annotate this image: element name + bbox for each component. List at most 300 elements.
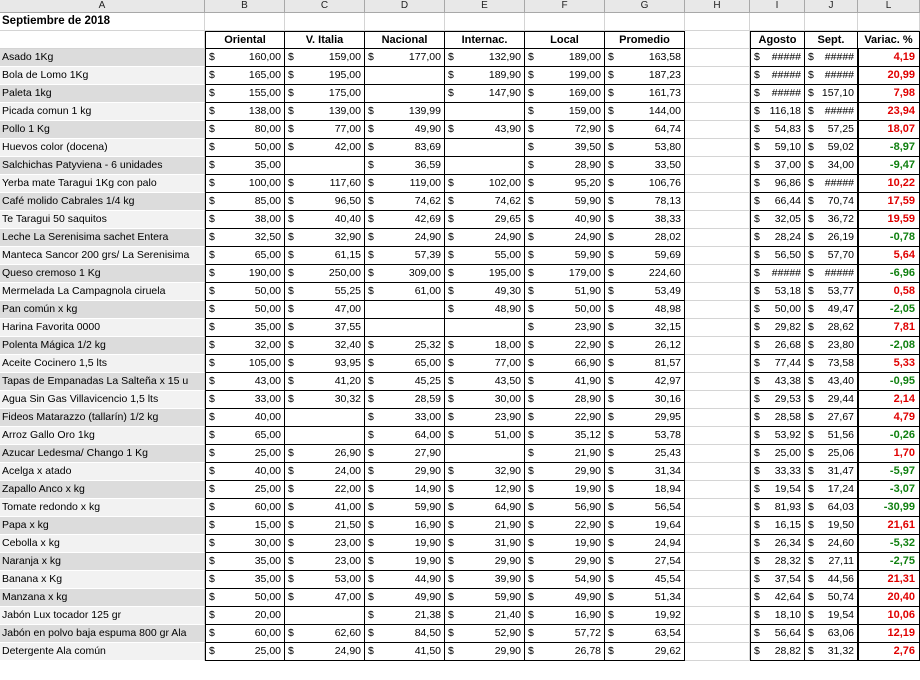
product-name[interactable]: Pan común x kg <box>0 301 205 319</box>
cell-j[interactable] <box>805 49 858 67</box>
product-name[interactable]: Asado 1Kg <box>0 49 205 67</box>
cell-b[interactable] <box>205 139 285 157</box>
cell-c[interactable] <box>285 283 365 301</box>
cell-h[interactable] <box>685 517 750 535</box>
cell-h[interactable] <box>685 85 750 103</box>
cell-e[interactable] <box>445 247 525 265</box>
cell-d[interactable] <box>365 409 445 427</box>
cell-b[interactable] <box>205 589 285 607</box>
cell-d[interactable] <box>365 139 445 157</box>
cell-c[interactable] <box>285 481 365 499</box>
variation-cell[interactable]: 17,59 <box>858 193 920 211</box>
cell-d[interactable] <box>365 85 445 103</box>
product-name[interactable]: Tomate redondo x kg <box>0 499 205 517</box>
cell-i[interactable] <box>750 193 805 211</box>
column-header-E[interactable]: E <box>445 0 525 13</box>
cell-b[interactable] <box>205 229 285 247</box>
cell-g[interactable] <box>605 283 685 301</box>
cell-i[interactable] <box>750 49 805 67</box>
cell-j[interactable] <box>805 499 858 517</box>
product-name[interactable]: Jabón Lux tocador 125 gr <box>0 607 205 625</box>
cell-f[interactable] <box>525 211 605 229</box>
cell-f[interactable] <box>525 319 605 337</box>
cell-h[interactable] <box>685 157 750 175</box>
cell-b[interactable] <box>205 481 285 499</box>
header-f[interactable]: Local <box>525 31 605 49</box>
header-g[interactable]: Promedio <box>605 31 685 49</box>
product-name[interactable]: Salchichas Patyviena - 6 unidades <box>0 157 205 175</box>
cell-j[interactable] <box>805 355 858 373</box>
cell-d[interactable] <box>365 301 445 319</box>
cell-i[interactable] <box>750 103 805 121</box>
cell-h[interactable] <box>685 283 750 301</box>
cell-c[interactable] <box>285 103 365 121</box>
column-header-A[interactable]: A <box>0 0 205 13</box>
cell-h[interactable] <box>685 373 750 391</box>
cell-f[interactable] <box>525 607 605 625</box>
product-name[interactable]: Polenta Mágica 1/2 kg <box>0 337 205 355</box>
cell-g[interactable] <box>605 139 685 157</box>
cell-e[interactable] <box>445 85 525 103</box>
cell-i[interactable] <box>750 85 805 103</box>
cell-i[interactable] <box>750 337 805 355</box>
cell-j[interactable] <box>805 607 858 625</box>
cell-g[interactable] <box>605 571 685 589</box>
cell-f[interactable] <box>525 409 605 427</box>
header-b[interactable]: Oriental <box>205 31 285 49</box>
variation-cell[interactable]: 7,81 <box>858 319 920 337</box>
cell-e[interactable] <box>445 499 525 517</box>
cell-i[interactable] <box>750 643 805 661</box>
cell-c[interactable] <box>285 553 365 571</box>
cell-d[interactable] <box>365 535 445 553</box>
cell-b[interactable] <box>205 49 285 67</box>
cell-h[interactable] <box>685 175 750 193</box>
cell-d[interactable] <box>365 481 445 499</box>
cell-c[interactable] <box>285 571 365 589</box>
cell-d[interactable] <box>365 229 445 247</box>
cell-i[interactable] <box>750 607 805 625</box>
cell-j[interactable] <box>805 481 858 499</box>
cell-f[interactable] <box>525 571 605 589</box>
cell[interactable] <box>365 13 445 31</box>
product-name[interactable]: Manteca Sancor 200 grs/ La Serenisima <box>0 247 205 265</box>
cell-h[interactable] <box>685 355 750 373</box>
variation-cell[interactable]: -0,26 <box>858 427 920 445</box>
cell-j[interactable] <box>805 175 858 193</box>
cell-h[interactable] <box>685 121 750 139</box>
cell-i[interactable] <box>750 517 805 535</box>
cell-f[interactable] <box>525 391 605 409</box>
cell-d[interactable] <box>365 499 445 517</box>
cell-e[interactable] <box>445 463 525 481</box>
cell-f[interactable] <box>525 463 605 481</box>
cell-d[interactable] <box>365 445 445 463</box>
cell-f[interactable] <box>525 49 605 67</box>
cell-f[interactable] <box>525 643 605 661</box>
cell-d[interactable] <box>365 427 445 445</box>
cell-f[interactable] <box>525 589 605 607</box>
cell-e[interactable] <box>445 391 525 409</box>
cell-d[interactable] <box>365 193 445 211</box>
cell-c[interactable] <box>285 589 365 607</box>
cell-b[interactable] <box>205 373 285 391</box>
variation-cell[interactable]: -5,97 <box>858 463 920 481</box>
cell-e[interactable] <box>445 409 525 427</box>
cell-i[interactable] <box>750 139 805 157</box>
cell-c[interactable] <box>285 229 365 247</box>
cell-f[interactable] <box>525 283 605 301</box>
cell-g[interactable] <box>605 409 685 427</box>
cell-i[interactable] <box>750 121 805 139</box>
cell-h[interactable] <box>685 319 750 337</box>
cell-d[interactable] <box>365 337 445 355</box>
cell-e[interactable] <box>445 139 525 157</box>
cell-h[interactable] <box>685 103 750 121</box>
cell-d[interactable] <box>365 67 445 85</box>
product-name[interactable]: Azucar Ledesma/ Chango 1 Kg <box>0 445 205 463</box>
cell-h[interactable] <box>685 427 750 445</box>
cell-f[interactable] <box>525 535 605 553</box>
cell-c[interactable] <box>285 301 365 319</box>
cell-h[interactable] <box>685 499 750 517</box>
cell-h[interactable] <box>685 391 750 409</box>
cell-d[interactable] <box>365 211 445 229</box>
variation-cell[interactable]: -0,78 <box>858 229 920 247</box>
cell-j[interactable] <box>805 337 858 355</box>
cell[interactable] <box>605 13 685 31</box>
product-name[interactable]: Cebolla x kg <box>0 535 205 553</box>
cell-f[interactable] <box>525 445 605 463</box>
cell-e[interactable] <box>445 427 525 445</box>
cell-g[interactable] <box>605 175 685 193</box>
variation-cell[interactable]: -0,95 <box>858 373 920 391</box>
cell-f[interactable] <box>525 67 605 85</box>
variation-cell[interactable]: 1,70 <box>858 445 920 463</box>
column-header-I[interactable]: I <box>750 0 805 13</box>
cell-h[interactable] <box>685 49 750 67</box>
variation-cell[interactable]: 5,33 <box>858 355 920 373</box>
cell-c[interactable] <box>285 607 365 625</box>
cell-g[interactable] <box>605 67 685 85</box>
cell-h[interactable] <box>685 229 750 247</box>
cell-b[interactable] <box>205 67 285 85</box>
cell-d[interactable] <box>365 247 445 265</box>
cell-d[interactable] <box>365 121 445 139</box>
cell-c[interactable] <box>285 445 365 463</box>
cell[interactable] <box>205 13 285 31</box>
cell-c[interactable] <box>285 337 365 355</box>
variation-cell[interactable]: 2,14 <box>858 391 920 409</box>
cell-j[interactable] <box>805 139 858 157</box>
sheet-title[interactable]: Septiembre de 2018 <box>0 13 205 31</box>
cell-f[interactable] <box>525 139 605 157</box>
cell-h[interactable] <box>685 67 750 85</box>
cell-e[interactable] <box>445 103 525 121</box>
variation-cell[interactable]: 4,19 <box>858 49 920 67</box>
cell-f[interactable] <box>525 265 605 283</box>
product-name[interactable]: Fideos Matarazzo (tallarín) 1/2 kg <box>0 409 205 427</box>
cell-e[interactable] <box>445 121 525 139</box>
cell-e[interactable] <box>445 49 525 67</box>
cell-c[interactable] <box>285 121 365 139</box>
cell-i[interactable] <box>750 499 805 517</box>
variation-cell[interactable]: -2,08 <box>858 337 920 355</box>
cell-c[interactable] <box>285 67 365 85</box>
cell-i[interactable] <box>750 211 805 229</box>
cell-j[interactable] <box>805 211 858 229</box>
cell-b[interactable] <box>205 517 285 535</box>
cell-g[interactable] <box>605 481 685 499</box>
product-name[interactable]: Café molido Cabrales 1/4 kg <box>0 193 205 211</box>
cell-d[interactable] <box>365 643 445 661</box>
cell-g[interactable] <box>605 229 685 247</box>
cell-j[interactable] <box>805 535 858 553</box>
header-d[interactable]: Nacional <box>365 31 445 49</box>
cell-e[interactable] <box>445 265 525 283</box>
variation-cell[interactable]: 0,58 <box>858 283 920 301</box>
cell-e[interactable] <box>445 373 525 391</box>
cell-b[interactable] <box>205 409 285 427</box>
variation-cell[interactable]: -8,97 <box>858 139 920 157</box>
cell-g[interactable] <box>605 373 685 391</box>
cell-i[interactable] <box>750 247 805 265</box>
variation-cell[interactable]: 4,79 <box>858 409 920 427</box>
cell-d[interactable] <box>365 391 445 409</box>
cell-f[interactable] <box>525 517 605 535</box>
cell-g[interactable] <box>605 211 685 229</box>
cell-c[interactable] <box>285 391 365 409</box>
cell-j[interactable] <box>805 643 858 661</box>
cell-c[interactable] <box>285 463 365 481</box>
cell-j[interactable] <box>805 625 858 643</box>
product-name[interactable]: Mermelada La Campagnola ciruela <box>0 283 205 301</box>
cell-g[interactable] <box>605 553 685 571</box>
column-header-H[interactable]: H <box>685 0 750 13</box>
cell-i[interactable] <box>750 409 805 427</box>
cell-b[interactable] <box>205 103 285 121</box>
cell-g[interactable] <box>605 499 685 517</box>
cell-i[interactable] <box>750 391 805 409</box>
cell-b[interactable] <box>205 643 285 661</box>
cell-j[interactable] <box>805 409 858 427</box>
cell-e[interactable] <box>445 157 525 175</box>
cell-e[interactable] <box>445 553 525 571</box>
variation-cell[interactable]: 20,99 <box>858 67 920 85</box>
product-name[interactable]: Agua Sin Gas Villavicencio 1,5 lts <box>0 391 205 409</box>
cell-b[interactable] <box>205 337 285 355</box>
cell-i[interactable] <box>750 67 805 85</box>
cell-c[interactable] <box>285 157 365 175</box>
cell-b[interactable] <box>205 571 285 589</box>
variation-cell[interactable]: 12,19 <box>858 625 920 643</box>
product-name[interactable]: Arroz Gallo Oro 1kg <box>0 427 205 445</box>
cell-d[interactable] <box>365 517 445 535</box>
cell-i[interactable] <box>750 373 805 391</box>
product-name[interactable]: Leche La Serenisima sachet Entera <box>0 229 205 247</box>
cell-d[interactable] <box>365 571 445 589</box>
cell-g[interactable] <box>605 445 685 463</box>
cell-j[interactable] <box>805 121 858 139</box>
variation-cell[interactable]: -3,07 <box>858 481 920 499</box>
cell-d[interactable] <box>365 49 445 67</box>
column-header-G[interactable]: G <box>605 0 685 13</box>
cell-g[interactable] <box>605 643 685 661</box>
header-i[interactable]: Agosto <box>750 31 805 49</box>
cell-g[interactable] <box>605 85 685 103</box>
cell-e[interactable] <box>445 67 525 85</box>
product-name[interactable]: Banana x Kg <box>0 571 205 589</box>
cell-g[interactable] <box>605 535 685 553</box>
cell-i[interactable] <box>750 625 805 643</box>
cell-f[interactable] <box>525 229 605 247</box>
cell-g[interactable] <box>605 121 685 139</box>
cell-j[interactable] <box>805 319 858 337</box>
cell-g[interactable] <box>605 265 685 283</box>
cell-g[interactable] <box>605 49 685 67</box>
cell-h[interactable] <box>685 463 750 481</box>
cell-i[interactable] <box>750 553 805 571</box>
cell-e[interactable] <box>445 535 525 553</box>
cell-i[interactable] <box>750 175 805 193</box>
cell-i[interactable] <box>750 589 805 607</box>
cell-d[interactable] <box>365 265 445 283</box>
product-name[interactable]: Picada comun 1 kg <box>0 103 205 121</box>
cell[interactable] <box>805 13 858 31</box>
cell-e[interactable] <box>445 301 525 319</box>
cell[interactable] <box>685 31 750 49</box>
cell-i[interactable] <box>750 283 805 301</box>
cell-e[interactable] <box>445 175 525 193</box>
product-name[interactable]: Tapas de Empanadas La Salteña x 15 u <box>0 373 205 391</box>
cell-g[interactable] <box>605 193 685 211</box>
cell-h[interactable] <box>685 589 750 607</box>
variation-cell[interactable]: 10,06 <box>858 607 920 625</box>
cell-f[interactable] <box>525 247 605 265</box>
cell-j[interactable] <box>805 517 858 535</box>
cell-f[interactable] <box>525 175 605 193</box>
cell[interactable] <box>285 13 365 31</box>
variation-cell[interactable]: -2,05 <box>858 301 920 319</box>
variation-cell[interactable]: 19,59 <box>858 211 920 229</box>
cell-h[interactable] <box>685 301 750 319</box>
variation-cell[interactable]: 18,07 <box>858 121 920 139</box>
cell-f[interactable] <box>525 193 605 211</box>
cell-d[interactable] <box>365 175 445 193</box>
cell-d[interactable] <box>365 553 445 571</box>
cell-e[interactable] <box>445 625 525 643</box>
cell-g[interactable] <box>605 103 685 121</box>
cell-i[interactable] <box>750 427 805 445</box>
cell-g[interactable] <box>605 247 685 265</box>
product-name[interactable]: Naranja x kg <box>0 553 205 571</box>
product-name[interactable]: Papa x kg <box>0 517 205 535</box>
cell-h[interactable] <box>685 625 750 643</box>
cell-f[interactable] <box>525 85 605 103</box>
cell-b[interactable] <box>205 85 285 103</box>
cell-c[interactable] <box>285 409 365 427</box>
cell-e[interactable] <box>445 445 525 463</box>
cell-j[interactable] <box>805 247 858 265</box>
cell-h[interactable] <box>685 337 750 355</box>
cell-c[interactable] <box>285 355 365 373</box>
cell-j[interactable] <box>805 427 858 445</box>
variation-cell[interactable]: 10,22 <box>858 175 920 193</box>
header-j[interactable]: Sept. <box>805 31 858 49</box>
cell-f[interactable] <box>525 373 605 391</box>
header-l[interactable]: Variac. % <box>858 31 920 49</box>
cell-h[interactable] <box>685 193 750 211</box>
cell-d[interactable] <box>365 625 445 643</box>
cell-g[interactable] <box>605 337 685 355</box>
cell-f[interactable] <box>525 103 605 121</box>
product-name[interactable]: Harina Favorita 0000 <box>0 319 205 337</box>
cell-j[interactable] <box>805 553 858 571</box>
product-name[interactable]: Huevos color (docena) <box>0 139 205 157</box>
cell-j[interactable] <box>805 85 858 103</box>
cell-c[interactable] <box>285 319 365 337</box>
cell-h[interactable] <box>685 481 750 499</box>
cell-j[interactable] <box>805 589 858 607</box>
cell-j[interactable] <box>805 445 858 463</box>
cell-e[interactable] <box>445 211 525 229</box>
cell-c[interactable] <box>285 517 365 535</box>
cell-i[interactable] <box>750 265 805 283</box>
cell[interactable] <box>858 13 920 31</box>
header-c[interactable]: V. Italia <box>285 31 365 49</box>
cell-c[interactable] <box>285 643 365 661</box>
cell-i[interactable] <box>750 463 805 481</box>
variation-cell[interactable]: -30,99 <box>858 499 920 517</box>
cell-b[interactable] <box>205 427 285 445</box>
column-header-F[interactable]: F <box>525 0 605 13</box>
cell-j[interactable] <box>805 373 858 391</box>
cell-g[interactable] <box>605 157 685 175</box>
cell-i[interactable] <box>750 445 805 463</box>
cell-h[interactable] <box>685 607 750 625</box>
cell-j[interactable] <box>805 193 858 211</box>
cell-g[interactable] <box>605 517 685 535</box>
variation-cell[interactable]: -5,32 <box>858 535 920 553</box>
cell-b[interactable] <box>205 625 285 643</box>
cell[interactable] <box>750 13 805 31</box>
variation-cell[interactable]: 2,76 <box>858 643 920 661</box>
cell-g[interactable] <box>605 625 685 643</box>
cell-e[interactable] <box>445 337 525 355</box>
variation-cell[interactable]: 5,64 <box>858 247 920 265</box>
product-name[interactable]: Aceite Cocinero 1,5 lts <box>0 355 205 373</box>
cell-b[interactable] <box>205 553 285 571</box>
cell-g[interactable] <box>605 589 685 607</box>
cell-c[interactable] <box>285 85 365 103</box>
variation-cell[interactable]: 7,98 <box>858 85 920 103</box>
product-name[interactable]: Queso cremoso 1 Kg <box>0 265 205 283</box>
cell-h[interactable] <box>685 643 750 661</box>
cell-f[interactable] <box>525 625 605 643</box>
cell-b[interactable] <box>205 301 285 319</box>
cell-c[interactable] <box>285 247 365 265</box>
cell-e[interactable] <box>445 571 525 589</box>
cell-f[interactable] <box>525 301 605 319</box>
product-name[interactable]: Manzana x kg <box>0 589 205 607</box>
cell-j[interactable] <box>805 67 858 85</box>
cell-d[interactable] <box>365 319 445 337</box>
cell-h[interactable] <box>685 265 750 283</box>
cell-i[interactable] <box>750 481 805 499</box>
cell-d[interactable] <box>365 157 445 175</box>
cell-c[interactable] <box>285 211 365 229</box>
cell-e[interactable] <box>445 607 525 625</box>
